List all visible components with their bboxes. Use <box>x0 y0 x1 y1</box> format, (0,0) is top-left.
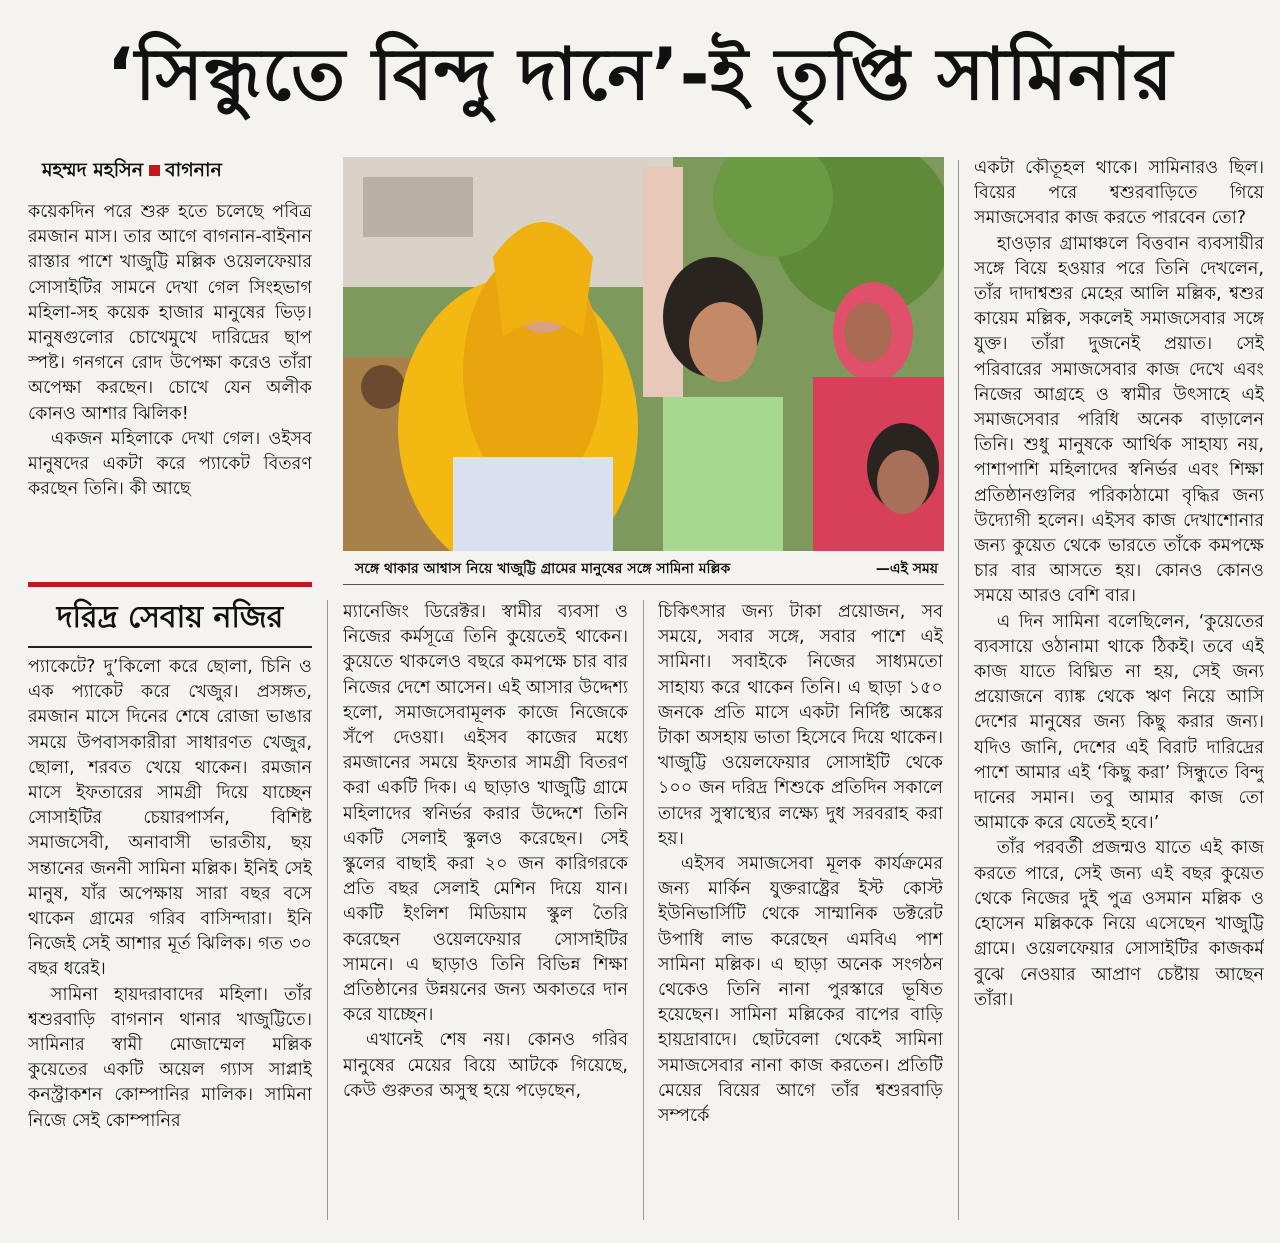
column-rule <box>958 160 959 1220</box>
section-divider <box>28 582 312 587</box>
byline-author: মহম্মদ মহসিন <box>42 159 144 181</box>
paragraph: কয়েকদিন পরে শুরু হতে চলেছে পবিত্র রমজান মাস। তার আগে বাগনান-বাইনান রাস্তার পাশে খাজুট্টি মল্লিক ওয়েলফেয়ার সোসাইটির সামনে দেখা গেল সিংহভাগ মহিলা-সহ কয়েক হাজার মানুষের ভিড়। মানুষগুলোর চোখেমুখে দারিদ্রের ছাপ স্পষ্ট। গনগনে রোদ উপেক্ষা করেও তাঁরা অপেক্ষা করছেন। চোখে যেন অলীক কোনও আশার ঝিলিক! <box>28 202 312 424</box>
photo-caption <box>343 556 944 582</box>
column-1-bottom <box>28 655 312 1225</box>
subheading: দরিদ্র সেবায় নজির <box>56 600 284 635</box>
paragraph: এ দিন সামিনা বলেছিলেন, ‘কুয়েতের ব্যবসায়ে ওঠানামা থাকে ঠিকই। তবে এই কাজ যাতে বিঘ্নিত না হয়, সেই জন্য প্রয়োজনে ব্যাঙ্ক থেকে ঋণ নিয়ে আসি দেশের মানুষের জন্য কিছু করার জন্য। যদিও জানি, দেশের এই বিরাট দারিদ্রের পাশে আমার এই ‘কিছু করা’ সিন্ধুতে বিন্দু দানের সমান। তবু আমার কাজ তো আমাকে করে যেতেই হবে।’ <box>974 611 1264 834</box>
photo-illustration <box>343 157 944 551</box>
red-square-icon <box>149 165 160 176</box>
column-1-top <box>28 200 312 576</box>
column-rule <box>327 600 328 1220</box>
paragraph: ম্যানেজিং ডিরেক্টর। স্বামীর ব্যবসা ও নিজের কর্মসূত্রে তিনি কুয়েতেই থাকেন। কুয়েতে থাকলেও বছরে কমপক্ষে চার বার নিজের দেশে আসেন। এই আসার উদ্দেশ্য হলো, সমাজসেবামূলক কাজে নিজেকে সঁপে দেওয়া। এইসব কাজের মধ্যে রমজানের সময়ে ইফতার সামগ্রী বিতরণ করা একটি দিক। এ ছাড়াও খাজুট্টি গ্রামে মহিলাদের স্বনির্ভর করার উদ্দেশে তিনি একটি সেলাই স্কুলও করেছেন। সেই স্কুলের বাছাই করা ২০ জন কারিগরকে প্রতি বছর সেলাই মেশিন দিয়ে যান। একটি ইংলিশ মিডিয়াম স্কুল তৈরি করেছেন ওয়েলফেয়ার সোসাইটির সামনে। এ ছাড়াও তিনি বিভিন্ন শিক্ষা প্রতিষ্ঠানের উন্নয়নের জন্য অকাতরে দান করে যাচ্ছেন। <box>343 602 628 1026</box>
divider <box>28 646 312 648</box>
column-rule <box>643 600 644 1220</box>
news-photo <box>343 157 944 551</box>
byline-location: বাগনান <box>165 159 222 181</box>
column-4 <box>974 156 1264 1226</box>
paragraph: সামিনা হায়দরাবাদের মহিলা। তাঁর শ্বশুরবাড়ি বাগনান থানার খাজুট্টিতে। সামিনার স্বামী মোজাম্মেল মল্লিক কুয়েতের একটি অয়েল গ্যাস সাপ্লাই কনস্ট্রাকশন কোম্পানির মালিক। সামিনা নিজে সেই কোম্পানির <box>28 984 312 1131</box>
paragraph: হাওড়ার গ্রামাঞ্চলে বিত্তবান ব্যবসায়ীর সঙ্গে বিয়ে হওয়ার পরে তিনি দেখলেন, তাঁর দাদাশ্বশুর মেহের আলি মল্লিক, শ্বশুর কায়েম মল্লিক, সকলেই সমাজসেবার সঙ্গে যুক্ত। তাঁরা দুজনেই প্রয়াত। সেই পরিবারের সমাজসেবার কাজ দেখে এবং নিজের আগ্রহে ও স্বামীর উৎসাহে এই সমাজসেবার পরিধি অনেক বাড়ালেন তিনি। শুধু মানুষকে আর্থিক সাহায্য নয়, পাশাপাশি মহিলাদের স্বনির্ভর এবং শিক্ষা প্রতিষ্ঠানগুলির পরিকাঠামো বৃদ্ধির জন্য উদ্যোগী হলেন। এইসব কাজ দেখাশোনার জন্য কুয়েত থেকে ভারতে তাঁকে কমপক্ষে চার বার আসতে হয়। কোনও কোনও সময়ে আরও বেশি বার। <box>974 233 1264 607</box>
caption-rule <box>343 584 944 585</box>
paragraph: একজন মহিলাকে দেখা গেল। ওইসব মানুষদের একটা করে প্যাকেট বিতরণ করছেন তিনি। কী আছে <box>28 428 312 500</box>
caption-text: সঙ্গে থাকার আশ্বাস নিয়ে খাজুট্টি গ্রামের মানুষের সঙ্গে সামিনা মল্লিক <box>355 561 731 577</box>
paragraph: তাঁর পরবর্তী প্রজন্মও যাতে এই কাজ করতে পারে, সেই জন্য এই বছর কুয়েত থেকে নিজের দুই পুত্র ওসমান মল্লিক ও হোসেন মল্লিককে নিয়ে এসেছেন খাজুট্টি গ্রামে। ওয়েলফেয়ার সোসাইটির কাজকর্ম বুঝে নেওয়ার আপ্রাণ চেষ্টায় আছেন তাঁরা। <box>974 838 1264 1010</box>
byline <box>42 156 312 188</box>
paragraph: একটা কৌতূহল থাকে। সামিনারও ছিল। বিয়ের পরে শ্বশুরবাড়িতে গিয়ে সমাজসেবার কাজ করতে পারবেন তো? <box>974 158 1264 229</box>
paragraph: প্যাকেটে? দু’কিলো করে ছোলা, চিনি ও এক প্যাকেট করে খেজুর। প্রসঙ্গত, রমজান মাসে দিনের শেষে রোজা ভাঙার সময়ে উপবাসকারীরা সাধারণত খেজুর, ছোলা, শরবত খেয়ে থাকেন। রমজান মাসে ইফতারের সামগ্রী দিয়ে যাচ্ছেন সোসাইটির চেয়ারপার্সন, বিশিষ্ট সমাজসেবী, অনাবাসী ভারতীয়, ছয় সন্তানের জননী সামিনা মল্লিক। ইনিই সেই মানুষ, যাঁর অপেক্ষায় সারা বছর বসে থাকেন গ্রামের গরিব বাসিন্দারা। ইনি নিজেই সেই আশার মূর্ত ঝিলিক। গত ৩০ বছর ধরেই। <box>28 657 312 980</box>
paragraph: এখানেই শেষ নয়। কোনও গরিব মানুষের মেয়ের বিয়ে আটকে গিয়েছে, কেউ গুরুতর অসুস্থ হয়ে পড়েছেন, <box>343 1030 628 1101</box>
photo-credit: —এই সময় <box>875 561 938 577</box>
paragraph: এইসব সমাজসেবা মূলক কার্যক্রমের জন্য মার্কিন যুক্তরাষ্ট্রের ইস্ট কোস্ট ইউনিভার্সিটি থেকে সাম্মানিক ডক্টরেট উপাধি লাভ করেছেন এমবিএ পাশ সামিনা মল্লিক। এ ছাড়া অনেক সংগঠন থেকেও তিনি নানা পুরস্কারে ভূষিত হয়েছেন। সামিনা মল্লিকের বাপের বাড়ি হায়দ্রাবাদে। ছোটবেলা থেকেই সামিনা সমাজসেবার নানা কাজ করতেন। প্রতিটি মেয়ের বিয়ের আগে তাঁর শ্বশুরবাড়ি সম্পর্কে <box>658 854 943 1127</box>
column-3 <box>658 600 943 1225</box>
column-2 <box>343 600 628 1225</box>
paragraph: চিকিৎসার জন্য টাকা প্রয়োজন, সব সময়ে, সবার সঙ্গে, সবার পাশে এই সামিনা। সবাইকে নিজের সাধ্যমতো সাহায্য করে থাকেন তিনি। এ ছাড়া ১৫০ জনকে প্রতি মাসে একটা নির্দিষ্ট অঙ্কের টাকা অসহায় ভাতা হিসেবে দিয়ে থাকেন। খাজুট্টি ওয়েলফেয়ার সোসাইটি থেকে ১০০ জন দরিদ্র শিশুকে প্রতিদিন সকালে তাদের সুস্বাস্থ্যের লক্ষ্যে দুধ সরবরাহ করা হয়। <box>658 602 943 849</box>
headline: ‘সিন্ধুতে বিন্দু দানে’-ই তৃপ্তি সামিনার <box>106 32 1174 116</box>
